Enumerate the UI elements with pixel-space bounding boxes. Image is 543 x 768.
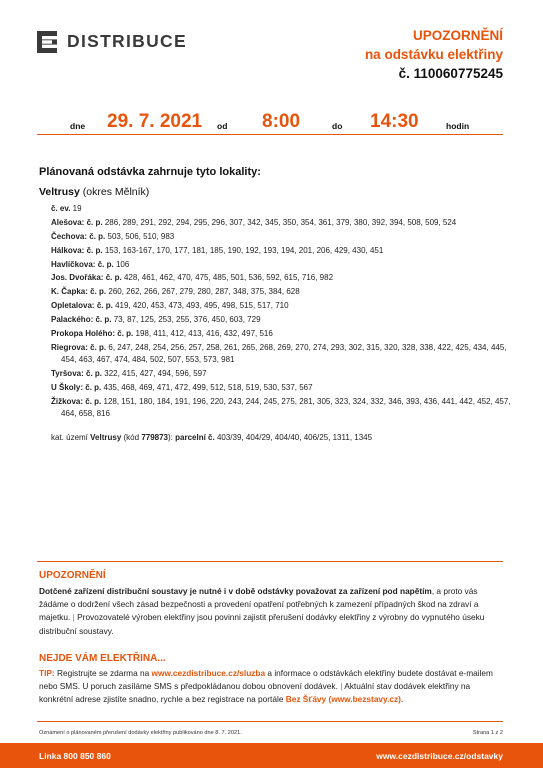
house-numbers: 286, 289, 291, 292, 294, 295, 296, 307, 342, 345, 350, 354, 361, 379, 380, 392, 394, 508, 509, 524 <box>104 217 457 227</box>
outage-dateline <box>37 108 503 135</box>
house-numbers: 6, 247, 248, 254, 256, 257, 258, 261, 265, 268, 269, 270, 274, 293, 302, 315, 320, 328, 338, 422, 425, 434, 445, 454, 463, 467, 474, 484, 502, 507, 553, 573, 981 <box>61 342 507 365</box>
portal-link[interactable]: (www.bezstavy.cz) <box>328 694 401 705</box>
house-numbers: 198, 411, 412, 413, 416, 432, 497, 516 <box>135 329 273 339</box>
number-prefix: č. p. <box>97 259 114 269</box>
outage-date: 29. 7. 2021 <box>107 111 203 132</box>
list-item <box>51 382 511 394</box>
town-district: (okres Mělník) <box>82 186 150 198</box>
cez-logo-icon <box>37 31 57 53</box>
tip-body-2: a informace o odstávkách elektřiny budete dostávat e-mailem nebo SMS. U poruch zasíláme SMS s předpokládanou dobou obnovení dodávek. <box>39 668 493 692</box>
cadastre-name: Veltrusy <box>90 433 122 442</box>
street-name: Palackého: <box>51 315 94 325</box>
town-name: Veltrusy <box>39 186 80 198</box>
list-item <box>51 217 511 229</box>
list-item <box>51 368 511 380</box>
number-prefix: č. p. <box>86 245 103 255</box>
brand-logo <box>37 31 187 53</box>
list-item <box>51 259 511 271</box>
cadastre-line <box>51 433 372 442</box>
separator: | <box>340 681 343 692</box>
notice-header <box>365 26 503 83</box>
registration-link[interactable]: www.cezdistribuce.cz/sluzba <box>151 668 266 678</box>
list-item <box>51 300 511 312</box>
street-name: Riegrova: <box>51 342 88 352</box>
cadastre-prefix: kat. území <box>51 433 88 442</box>
town-heading <box>39 186 149 198</box>
number-prefix: č. p. <box>86 369 103 379</box>
street-name: Havlíčkova: <box>51 259 96 269</box>
warning-heading: UPOZORNĚNÍ <box>39 570 106 581</box>
list-item <box>51 245 511 257</box>
house-numbers: 106 <box>115 259 130 269</box>
cadastre-code: 779873 <box>141 433 169 442</box>
publication-note: Oznámení o plánovaném přerušení dodávky elektřiny publikováno dne 8. 7. 2021. <box>39 730 242 736</box>
house-numbers: 419, 420, 453, 473, 493, 495, 498, 515, 517, 710 <box>115 301 289 311</box>
warning-text <box>39 585 504 638</box>
warning-bold: Dotčené zařízení distribuční soustavy je nutné i v době odstávky považovat za zařízení pod napětím <box>39 586 432 596</box>
number-prefix: č. p. <box>96 301 113 311</box>
street-name: č. ev. <box>51 204 71 213</box>
house-numbers: 260, 262, 266, 267, 279, 280, 287, 348, 375, 384, 628 <box>108 287 300 297</box>
warning-body-2: Provozovatelé výroben elektřiny jsou povinni zajistit přerušení dodávky elektřiny z výrobny do vypnutého úseku distribuční soustavy. <box>39 612 485 636</box>
number-prefix: č. p. <box>86 217 103 227</box>
number-prefix: č. p. <box>117 329 134 339</box>
list-item <box>51 231 511 243</box>
house-numbers: 428, 461, 462, 470, 475, 485, 501, 536, 592, 615, 716, 982 <box>123 273 334 283</box>
cadastre-code-label: (kód <box>123 433 140 442</box>
house-numbers: 19 <box>72 204 82 213</box>
portal-name: Bez Šťávy <box>285 694 327 705</box>
list-item <box>51 286 511 298</box>
notice-subtitle: na odstávku elektřiny <box>364 47 503 62</box>
street-name: Jos. Dvořáka: <box>51 273 104 283</box>
house-numbers: 128, 151, 180, 184, 191, 196, 220, 243, 244, 245, 275, 281, 305, 323, 324, 332, 346, 393, 436, 441, 442, 452, 457, 464, 658, 816 <box>61 396 511 419</box>
street-name: K. Čapka: <box>51 287 88 297</box>
page-number: Strana 1 z 2 <box>472 730 503 736</box>
from-label: od <box>217 121 228 131</box>
list-item <box>51 342 511 367</box>
footer-divider <box>37 721 503 722</box>
street-name: Tyršova: <box>51 369 84 379</box>
list-item <box>51 203 511 215</box>
number-prefix: č. p. <box>90 342 107 352</box>
street-name: Žižkova: <box>51 396 84 406</box>
number-prefix: č. p. <box>105 273 122 283</box>
street-list <box>51 203 511 422</box>
tip-end: . <box>400 694 404 705</box>
number-prefix: č. p. <box>89 231 106 241</box>
tip-label: TIP: <box>39 668 55 678</box>
date-label: dne <box>70 121 86 131</box>
unit-label: hodin <box>446 121 470 131</box>
outage-to: 14:30 <box>370 111 419 132</box>
number-prefix: č. p. <box>85 396 102 406</box>
tip-body: Registrujte se zdarma na <box>56 668 150 678</box>
cadastre-code-close: ): <box>168 433 173 442</box>
footer-bar <box>0 743 543 768</box>
street-name: Prokopa Holého: <box>51 329 116 339</box>
house-numbers: 503, 506, 510, 983 <box>107 231 175 241</box>
notice-title: UPOZORNĚNÍ <box>412 28 503 43</box>
tip-text <box>39 667 504 707</box>
street-name: Alešova: <box>51 217 85 227</box>
outages-link[interactable]: www.cezdistribuce.cz/odstavky <box>376 751 503 761</box>
street-name: U Školy: <box>51 382 84 392</box>
hotline: Linka 800 850 860 <box>39 751 111 761</box>
outage-from: 8:00 <box>262 111 301 132</box>
locations-intro: Plánovaná odstávka zahrnuje tyto lokality: <box>39 166 261 178</box>
street-name: Opletalova: <box>51 301 95 311</box>
number-prefix: č. p. <box>95 315 112 325</box>
house-numbers: 322, 415, 427, 494, 596, 597 <box>104 369 207 379</box>
street-name: Hálkova: <box>51 245 85 255</box>
list-item <box>51 396 511 421</box>
to-label: do <box>332 121 343 131</box>
tip-heading: NEJDE VÁM ELEKTŘINA... <box>39 653 166 664</box>
section-divider <box>37 561 503 562</box>
brand-name: DISTRIBUCE <box>67 31 187 52</box>
number-prefix: č. p. <box>90 287 107 297</box>
notice-number: č. 110060775245 <box>398 66 503 81</box>
list-item <box>51 314 511 326</box>
list-item <box>51 328 511 340</box>
house-numbers: 73, 87, 125, 253, 255, 376, 450, 603, 729 <box>113 315 261 325</box>
list-item <box>51 272 511 284</box>
tip-body-3: Aktuální stav dodávek elektřiny na konkrétní adrese zjistíte snadno, rychle a bez registrace na portále <box>39 681 471 705</box>
warning-body: , a proto vás žádáme o dodržení všech zásad bezpečnosti a provedení opatření potřebných k zamezení případných škod na zdraví a majetku. <box>39 586 479 623</box>
separator: | <box>72 612 75 623</box>
street-name: Čechova: <box>51 231 88 241</box>
parcel-label: parcelní č. <box>175 433 215 442</box>
number-prefix: č. p. <box>85 382 102 392</box>
house-numbers: 153, 163-167, 170, 177, 181, 185, 190, 192, 193, 194, 201, 206, 429, 430, 451 <box>104 245 384 255</box>
house-numbers: 435, 468, 469, 471, 472, 499, 512, 518, 519, 530, 537, 567 <box>103 382 313 392</box>
parcel-numbers: 403/39, 404/29, 404/40, 406/25, 1311, 1345 <box>216 433 373 442</box>
